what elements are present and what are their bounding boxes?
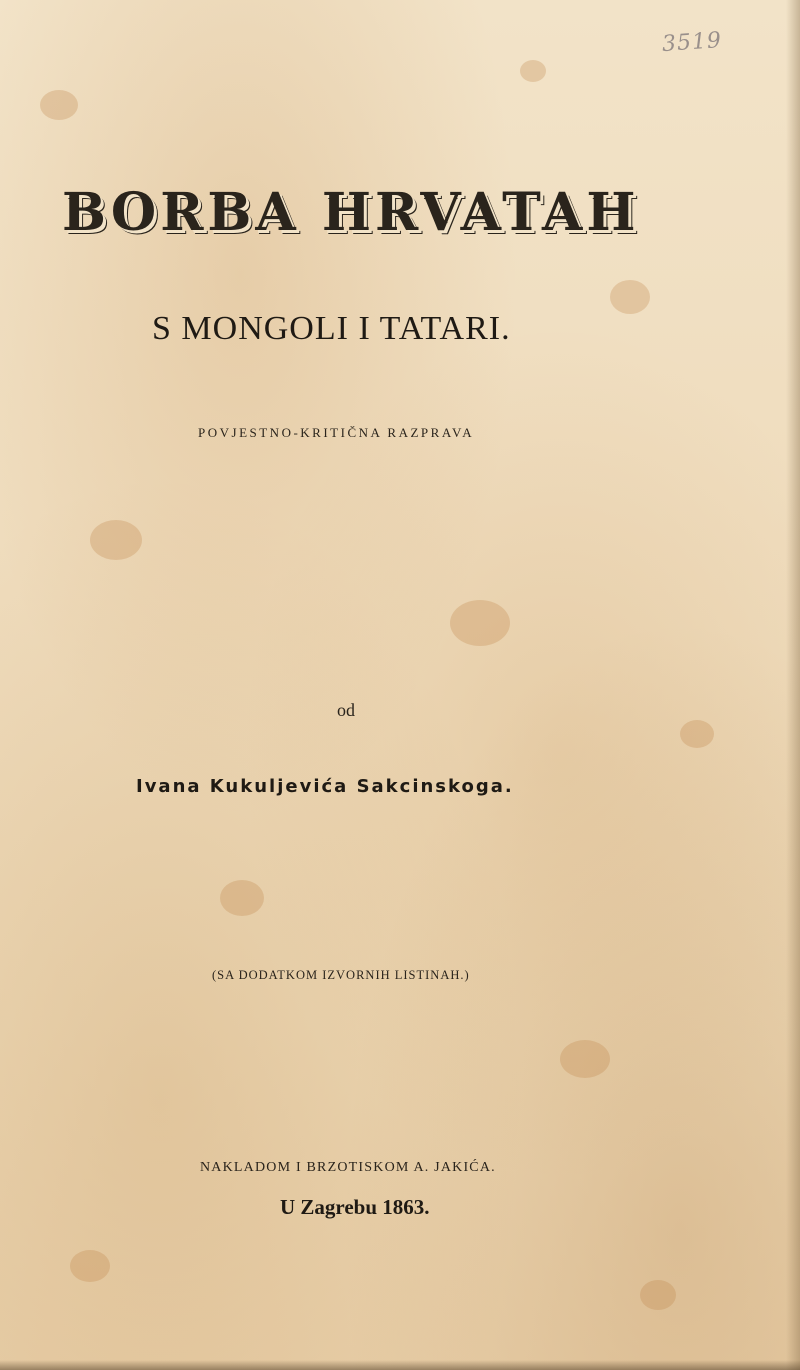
by-line: od bbox=[337, 700, 355, 720]
page-bottom-edge bbox=[0, 1360, 800, 1370]
place-and-year: U Zagrebu 1863. bbox=[280, 1195, 430, 1219]
foxing-spot bbox=[520, 60, 546, 82]
supplement-note: (SA DODATKOM IZVORNIH LISTINAH.) bbox=[212, 968, 470, 982]
foxing-spot bbox=[70, 1250, 110, 1282]
foxing-spot bbox=[610, 280, 650, 314]
book-subtitle: S MONGOLI I TATARI. bbox=[152, 310, 511, 347]
publisher-line: NAKLADOM I BRZOTISKOM A. JAKIĆA. bbox=[200, 1160, 496, 1175]
foxing-spot bbox=[680, 720, 714, 748]
foxing-spot bbox=[90, 520, 142, 560]
foxing-spot bbox=[450, 600, 510, 646]
foxing-spot bbox=[640, 1280, 676, 1310]
genre-descriptor: POVJESTNO-KRITIČNA RAZPRAVA bbox=[198, 425, 475, 440]
handwritten-shelf-mark: 3519 bbox=[661, 27, 723, 58]
author-name: Ivana Kukuljevića Sakcinskoga. bbox=[136, 776, 514, 797]
foxing-spot bbox=[560, 1040, 610, 1078]
foxing-spot bbox=[40, 90, 78, 120]
book-title: BORBA HRVATAH bbox=[62, 182, 640, 243]
page-edge-shadow bbox=[786, 0, 800, 1370]
foxing-spot bbox=[220, 880, 264, 916]
